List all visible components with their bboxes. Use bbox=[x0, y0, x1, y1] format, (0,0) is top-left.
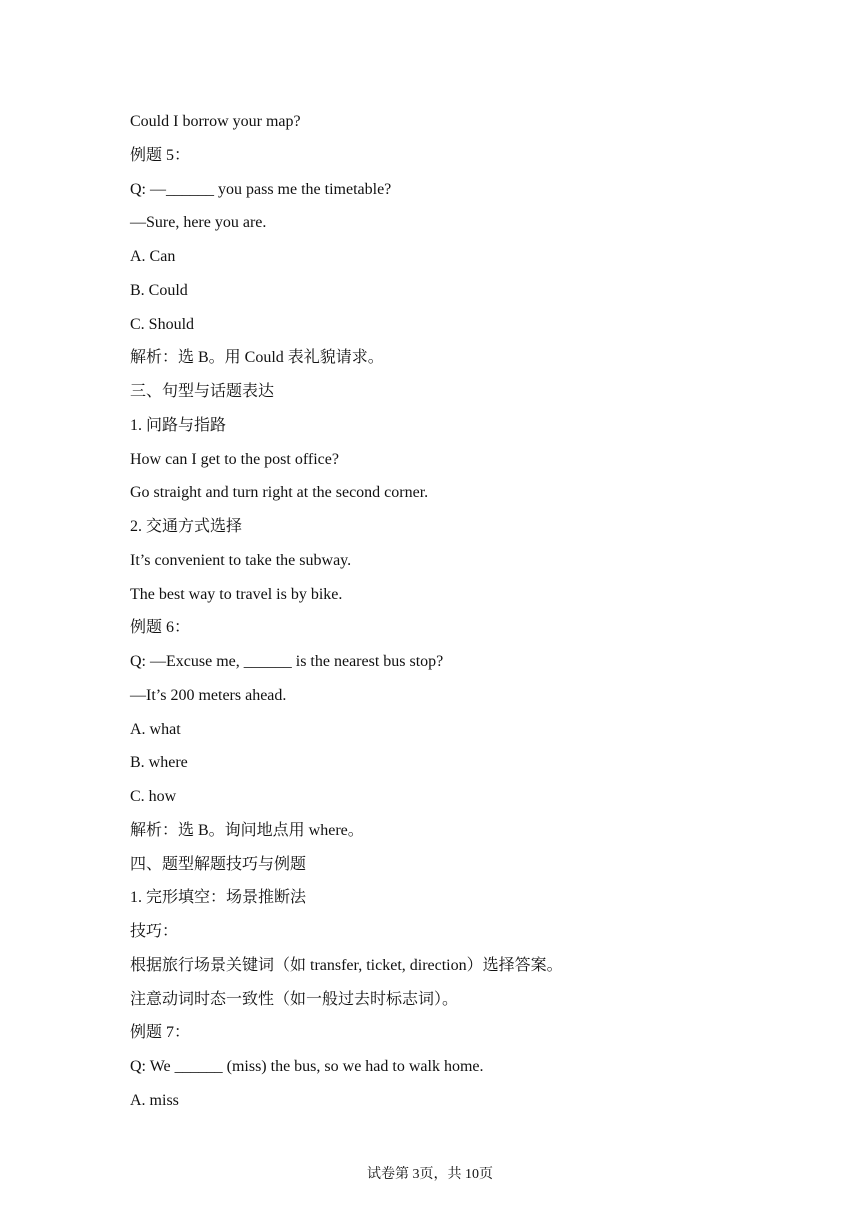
text-line: How can I get to the post office? bbox=[130, 450, 339, 468]
section-heading: 四、题型解题技巧与例题 bbox=[130, 855, 307, 873]
option-a: A. miss bbox=[130, 1091, 179, 1109]
example-heading: 例题 5： bbox=[130, 146, 191, 164]
option-a: A. what bbox=[130, 720, 181, 738]
tip-heading: 技巧： bbox=[130, 923, 179, 940]
text-line: Go straight and turn right at the second corner. bbox=[130, 484, 429, 502]
text-line: It’s convenient to take the subway. bbox=[130, 551, 352, 569]
option-b: B. Could bbox=[130, 281, 188, 299]
text-line: The best way to travel is by bike. bbox=[130, 585, 343, 603]
subsection-heading: 1. 问路与指路 bbox=[130, 416, 227, 434]
answer-line: —Sure, here you are. bbox=[130, 214, 267, 232]
analysis-line: 解析：选 B。用 Could 表礼貌请求。 bbox=[130, 349, 384, 367]
answer-line: —It’s 200 meters ahead. bbox=[130, 686, 287, 704]
section-heading: 三、句型与话题表达 bbox=[130, 383, 275, 400]
example-heading: 例题 6： bbox=[130, 619, 191, 637]
tip-line: 注意动词时态一致性（如一般过去时标志词）。 bbox=[130, 990, 459, 1008]
option-b: B. where bbox=[130, 754, 188, 772]
option-a: A. Can bbox=[130, 248, 176, 265]
example-heading: 例题 7： bbox=[130, 1024, 191, 1042]
tip-line: 根据旅行场景关键词（如 transfer, ticket, direction）选择答案。 bbox=[130, 956, 563, 974]
question-line: Q: We ______ (miss) the bus, so we had to walk home. bbox=[130, 1058, 484, 1075]
page-footer: 试卷第 3页，共 10页 bbox=[367, 1167, 493, 1182]
subsection-heading: 2. 交通方式选择 bbox=[130, 518, 243, 535]
text-line: Could I borrow your map? bbox=[130, 113, 301, 130]
question-line: Q: —Excuse me, ______ is the nearest bus stop? bbox=[130, 653, 444, 670]
document-body bbox=[130, 110, 770, 1123]
subsection-heading: 1. 完形填空：场景推断法 bbox=[130, 889, 307, 907]
question-line: Q: —______ you pass me the timetable? bbox=[130, 180, 392, 198]
option-c: C. Should bbox=[130, 315, 195, 333]
option-c: C. how bbox=[130, 788, 177, 805]
analysis-line: 解析：选 B。询问地点用 where。 bbox=[130, 821, 364, 839]
